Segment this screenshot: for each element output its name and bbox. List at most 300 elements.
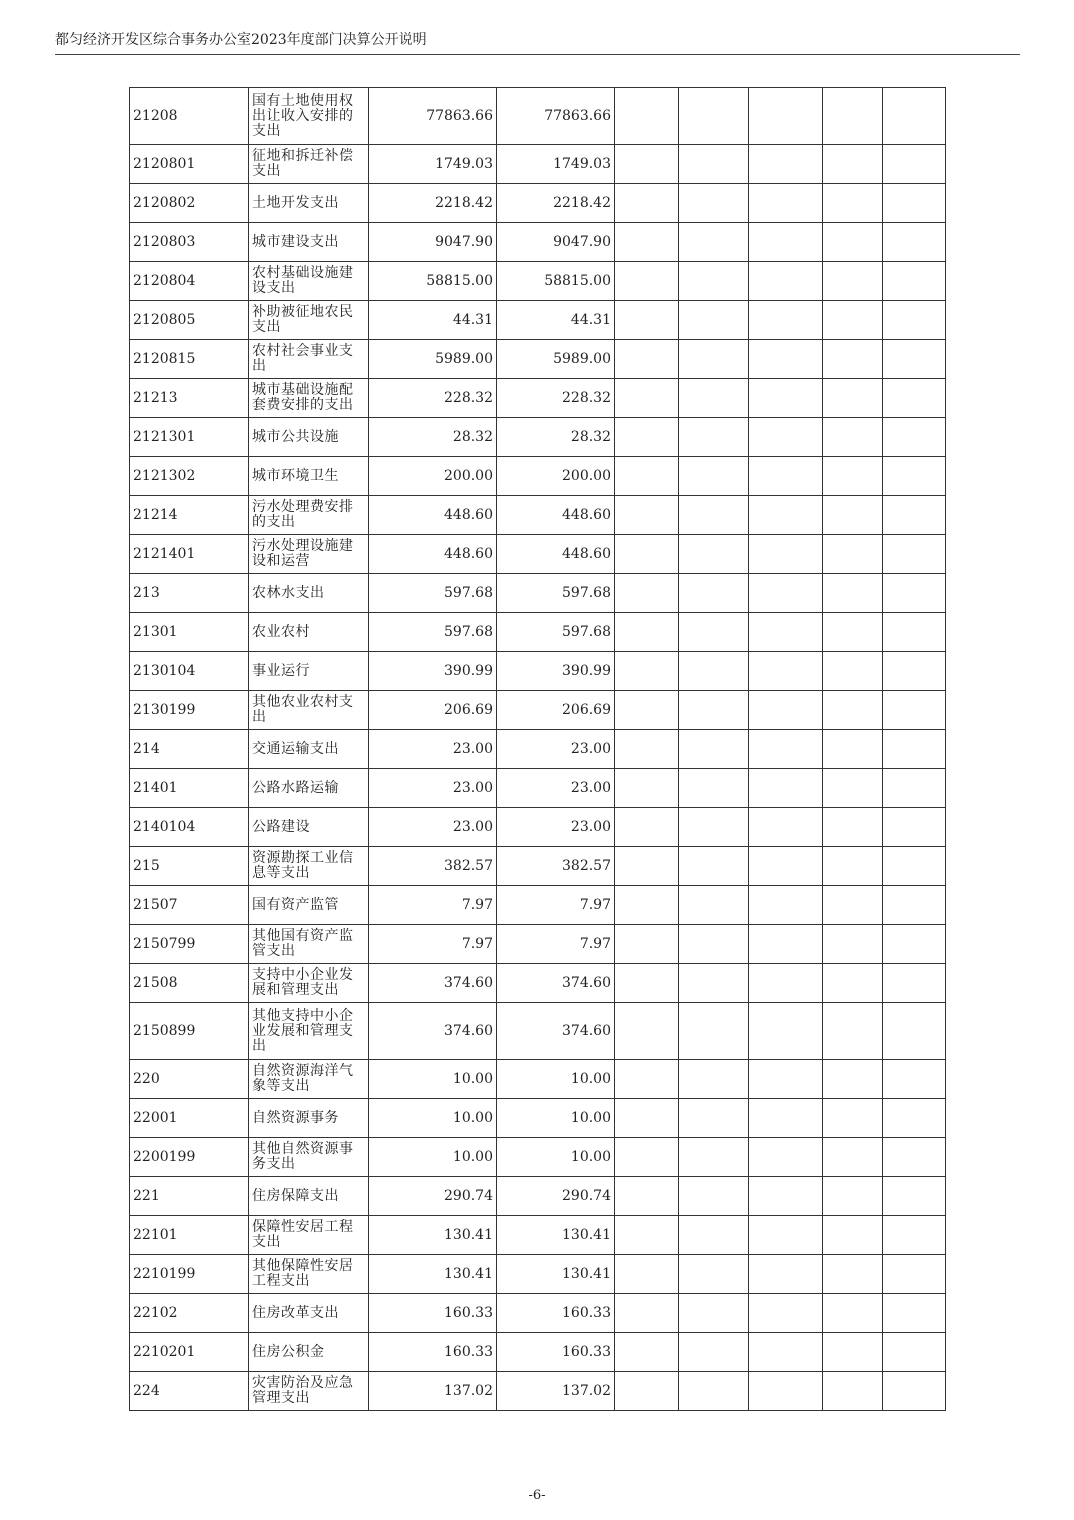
- total-amount-cell: 23.00: [369, 769, 497, 808]
- empty-cell: [883, 691, 946, 730]
- basic-amount-cell: 228.32: [497, 379, 615, 418]
- empty-cell: [883, 1003, 946, 1060]
- empty-cell: [883, 574, 946, 613]
- empty-cell: [679, 925, 749, 964]
- function-name-cell: 农林水支出: [249, 574, 369, 613]
- total-amount-cell: 77863.66: [369, 88, 497, 145]
- function-name-cell: 城市基础设施配套费安排的支出: [249, 379, 369, 418]
- empty-cell: [883, 847, 946, 886]
- empty-cell: [883, 535, 946, 574]
- function-code-cell: 2121401: [130, 535, 249, 574]
- empty-cell: [883, 964, 946, 1003]
- table-row: [130, 652, 946, 691]
- function-name-cell: 农村基础设施建设支出: [249, 262, 369, 301]
- total-amount-cell: 23.00: [369, 808, 497, 847]
- basic-amount-cell: 23.00: [497, 730, 615, 769]
- empty-cell: [883, 418, 946, 457]
- empty-cell: [823, 1333, 883, 1372]
- function-name-cell: 其他农业农村支出: [249, 691, 369, 730]
- table-row: [130, 769, 946, 808]
- function-code-cell: 2150899: [130, 1003, 249, 1060]
- empty-cell: [749, 925, 823, 964]
- empty-cell: [615, 847, 679, 886]
- empty-cell: [823, 1216, 883, 1255]
- empty-cell: [749, 262, 823, 301]
- empty-cell: [615, 574, 679, 613]
- empty-cell: [883, 769, 946, 808]
- function-name-cell: 事业运行: [249, 652, 369, 691]
- empty-cell: [823, 1003, 883, 1060]
- table-row: [130, 379, 946, 418]
- empty-cell: [749, 496, 823, 535]
- empty-cell: [749, 808, 823, 847]
- total-amount-cell: 7.97: [369, 925, 497, 964]
- empty-cell: [615, 1372, 679, 1411]
- total-amount-cell: 206.69: [369, 691, 497, 730]
- document-title: 都匀经济开发区综合事务办公室2023年度部门决算公开说明: [55, 32, 427, 48]
- function-code-cell: 213: [130, 574, 249, 613]
- table-row: [130, 418, 946, 457]
- empty-cell: [823, 730, 883, 769]
- empty-cell: [749, 613, 823, 652]
- empty-cell: [615, 223, 679, 262]
- empty-cell: [679, 1216, 749, 1255]
- empty-cell: [615, 1003, 679, 1060]
- basic-amount-cell: 7.97: [497, 925, 615, 964]
- table-row: [130, 457, 946, 496]
- function-name-cell: 城市建设支出: [249, 223, 369, 262]
- empty-cell: [823, 925, 883, 964]
- basic-amount-cell: 290.74: [497, 1177, 615, 1216]
- empty-cell: [679, 964, 749, 1003]
- page-header: [55, 30, 1020, 55]
- function-code-cell: 2120815: [130, 340, 249, 379]
- empty-cell: [749, 457, 823, 496]
- empty-cell: [679, 730, 749, 769]
- empty-cell: [749, 88, 823, 145]
- basic-amount-cell: 597.68: [497, 574, 615, 613]
- total-amount-cell: 10.00: [369, 1060, 497, 1099]
- empty-cell: [679, 496, 749, 535]
- empty-cell: [823, 496, 883, 535]
- total-amount-cell: 228.32: [369, 379, 497, 418]
- empty-cell: [749, 1294, 823, 1333]
- basic-amount-cell: 130.41: [497, 1255, 615, 1294]
- empty-cell: [883, 88, 946, 145]
- empty-cell: [679, 1255, 749, 1294]
- empty-cell: [679, 379, 749, 418]
- empty-cell: [749, 184, 823, 223]
- page-number: -6-: [528, 1488, 546, 1503]
- basic-amount-cell: 58815.00: [497, 262, 615, 301]
- empty-cell: [823, 691, 883, 730]
- empty-cell: [883, 808, 946, 847]
- empty-cell: [749, 1003, 823, 1060]
- empty-cell: [615, 808, 679, 847]
- table-row: [130, 1372, 946, 1411]
- function-code-cell: 2120803: [130, 223, 249, 262]
- empty-cell: [823, 379, 883, 418]
- empty-cell: [883, 301, 946, 340]
- function-code-cell: 2200199: [130, 1138, 249, 1177]
- empty-cell: [883, 262, 946, 301]
- empty-cell: [883, 1216, 946, 1255]
- empty-cell: [679, 1177, 749, 1216]
- table-row: [130, 730, 946, 769]
- empty-cell: [679, 340, 749, 379]
- total-amount-cell: 374.60: [369, 964, 497, 1003]
- table-row: [130, 1099, 946, 1138]
- table-row: [130, 262, 946, 301]
- empty-cell: [749, 1138, 823, 1177]
- function-code-cell: 21214: [130, 496, 249, 535]
- function-name-cell: 其他保障性安居工程支出: [249, 1255, 369, 1294]
- empty-cell: [823, 886, 883, 925]
- empty-cell: [823, 964, 883, 1003]
- empty-cell: [615, 652, 679, 691]
- function-code-cell: 2121302: [130, 457, 249, 496]
- empty-cell: [823, 808, 883, 847]
- total-amount-cell: 137.02: [369, 1372, 497, 1411]
- function-code-cell: 2120801: [130, 145, 249, 184]
- empty-cell: [749, 301, 823, 340]
- table-row: [130, 301, 946, 340]
- empty-cell: [615, 88, 679, 145]
- empty-cell: [749, 691, 823, 730]
- total-amount-cell: 10.00: [369, 1138, 497, 1177]
- empty-cell: [749, 652, 823, 691]
- empty-cell: [823, 184, 883, 223]
- basic-amount-cell: 23.00: [497, 808, 615, 847]
- empty-cell: [615, 145, 679, 184]
- basic-amount-cell: 448.60: [497, 535, 615, 574]
- function-code-cell: 2130104: [130, 652, 249, 691]
- empty-cell: [615, 730, 679, 769]
- empty-cell: [823, 1255, 883, 1294]
- empty-cell: [749, 145, 823, 184]
- function-code-cell: 2210201: [130, 1333, 249, 1372]
- function-name-cell: 公路水路运输: [249, 769, 369, 808]
- table-row: [130, 145, 946, 184]
- basic-amount-cell: 10.00: [497, 1060, 615, 1099]
- function-code-cell: 21213: [130, 379, 249, 418]
- empty-cell: [615, 1177, 679, 1216]
- empty-cell: [679, 847, 749, 886]
- basic-amount-cell: 390.99: [497, 652, 615, 691]
- total-amount-cell: 44.31: [369, 301, 497, 340]
- function-name-cell: 其他国有资产监管支出: [249, 925, 369, 964]
- empty-cell: [823, 340, 883, 379]
- empty-cell: [883, 496, 946, 535]
- basic-amount-cell: 130.41: [497, 1216, 615, 1255]
- basic-amount-cell: 23.00: [497, 769, 615, 808]
- function-name-cell: 其他支持中小企业发展和管理支出: [249, 1003, 369, 1060]
- empty-cell: [749, 535, 823, 574]
- total-amount-cell: 9047.90: [369, 223, 497, 262]
- basic-amount-cell: 10.00: [497, 1099, 615, 1138]
- function-code-cell: 224: [130, 1372, 249, 1411]
- empty-cell: [679, 613, 749, 652]
- empty-cell: [823, 88, 883, 145]
- empty-cell: [679, 1099, 749, 1138]
- total-amount-cell: 5989.00: [369, 340, 497, 379]
- empty-cell: [615, 1060, 679, 1099]
- empty-cell: [615, 184, 679, 223]
- empty-cell: [615, 340, 679, 379]
- table-row: [130, 1138, 946, 1177]
- basic-amount-cell: 44.31: [497, 301, 615, 340]
- function-code-cell: 2140104: [130, 808, 249, 847]
- function-name-cell: 污水处理设施建设和运营: [249, 535, 369, 574]
- basic-amount-cell: 7.97: [497, 886, 615, 925]
- total-amount-cell: 58815.00: [369, 262, 497, 301]
- function-code-cell: 2120805: [130, 301, 249, 340]
- total-amount-cell: 2218.42: [369, 184, 497, 223]
- empty-cell: [823, 1294, 883, 1333]
- basic-amount-cell: 200.00: [497, 457, 615, 496]
- function-name-cell: 住房改革支出: [249, 1294, 369, 1333]
- table-row: [130, 1255, 946, 1294]
- empty-cell: [615, 1294, 679, 1333]
- empty-cell: [679, 769, 749, 808]
- function-name-cell: 交通运输支出: [249, 730, 369, 769]
- empty-cell: [615, 925, 679, 964]
- empty-cell: [615, 418, 679, 457]
- function-code-cell: 2150799: [130, 925, 249, 964]
- empty-cell: [823, 769, 883, 808]
- empty-cell: [615, 691, 679, 730]
- table-row: [130, 1177, 946, 1216]
- empty-cell: [823, 535, 883, 574]
- table-row: [130, 496, 946, 535]
- function-name-cell: 住房保障支出: [249, 1177, 369, 1216]
- total-amount-cell: 382.57: [369, 847, 497, 886]
- total-amount-cell: 290.74: [369, 1177, 497, 1216]
- empty-cell: [615, 535, 679, 574]
- empty-cell: [749, 1372, 823, 1411]
- function-code-cell: 220: [130, 1060, 249, 1099]
- empty-cell: [679, 1372, 749, 1411]
- empty-cell: [679, 1003, 749, 1060]
- basic-amount-cell: 160.33: [497, 1294, 615, 1333]
- empty-cell: [679, 691, 749, 730]
- total-amount-cell: 597.68: [369, 613, 497, 652]
- empty-cell: [679, 1138, 749, 1177]
- empty-cell: [823, 613, 883, 652]
- function-name-cell: 农业农村: [249, 613, 369, 652]
- empty-cell: [883, 1255, 946, 1294]
- total-amount-cell: 7.97: [369, 886, 497, 925]
- total-amount-cell: 130.41: [369, 1216, 497, 1255]
- empty-cell: [749, 379, 823, 418]
- empty-cell: [679, 145, 749, 184]
- function-name-cell: 自然资源海洋气象等支出: [249, 1060, 369, 1099]
- empty-cell: [679, 184, 749, 223]
- basic-amount-cell: 10.00: [497, 1138, 615, 1177]
- basic-amount-cell: 374.60: [497, 1003, 615, 1060]
- empty-cell: [749, 964, 823, 1003]
- empty-cell: [823, 1099, 883, 1138]
- empty-cell: [679, 652, 749, 691]
- empty-cell: [883, 886, 946, 925]
- empty-cell: [883, 184, 946, 223]
- total-amount-cell: 160.33: [369, 1333, 497, 1372]
- table-row: [130, 535, 946, 574]
- function-code-cell: 22101: [130, 1216, 249, 1255]
- empty-cell: [679, 1294, 749, 1333]
- empty-cell: [615, 262, 679, 301]
- empty-cell: [749, 1177, 823, 1216]
- basic-amount-cell: 5989.00: [497, 340, 615, 379]
- table-row: [130, 1294, 946, 1333]
- function-name-cell: 征地和拆迁补偿支出: [249, 145, 369, 184]
- empty-cell: [679, 301, 749, 340]
- empty-cell: [679, 808, 749, 847]
- table-row: [130, 847, 946, 886]
- empty-cell: [883, 1138, 946, 1177]
- total-amount-cell: 23.00: [369, 730, 497, 769]
- function-code-cell: 21507: [130, 886, 249, 925]
- empty-cell: [883, 145, 946, 184]
- table-row: [130, 691, 946, 730]
- empty-cell: [679, 418, 749, 457]
- function-code-cell: 2120804: [130, 262, 249, 301]
- function-code-cell: 221: [130, 1177, 249, 1216]
- table-row: [130, 223, 946, 262]
- total-amount-cell: 28.32: [369, 418, 497, 457]
- total-amount-cell: 390.99: [369, 652, 497, 691]
- function-name-cell: 灾害防治及应急管理支出: [249, 1372, 369, 1411]
- empty-cell: [823, 574, 883, 613]
- empty-cell: [615, 457, 679, 496]
- total-amount-cell: 10.00: [369, 1099, 497, 1138]
- empty-cell: [679, 1333, 749, 1372]
- empty-cell: [679, 223, 749, 262]
- empty-cell: [615, 496, 679, 535]
- empty-cell: [823, 418, 883, 457]
- empty-cell: [749, 418, 823, 457]
- function-code-cell: 22001: [130, 1099, 249, 1138]
- table-row: [130, 340, 946, 379]
- table-row: [130, 1003, 946, 1060]
- empty-cell: [823, 652, 883, 691]
- empty-cell: [749, 574, 823, 613]
- function-name-cell: 土地开发支出: [249, 184, 369, 223]
- basic-amount-cell: 28.32: [497, 418, 615, 457]
- basic-amount-cell: 2218.42: [497, 184, 615, 223]
- empty-cell: [615, 1255, 679, 1294]
- empty-cell: [883, 1177, 946, 1216]
- empty-cell: [749, 847, 823, 886]
- empty-cell: [679, 262, 749, 301]
- empty-cell: [883, 1060, 946, 1099]
- total-amount-cell: 130.41: [369, 1255, 497, 1294]
- empty-cell: [749, 1099, 823, 1138]
- total-amount-cell: 200.00: [369, 457, 497, 496]
- function-name-cell: 支持中小企业发展和管理支出: [249, 964, 369, 1003]
- empty-cell: [749, 730, 823, 769]
- empty-cell: [615, 1138, 679, 1177]
- empty-cell: [883, 379, 946, 418]
- function-name-cell: 补助被征地农民支出: [249, 301, 369, 340]
- basic-amount-cell: 374.60: [497, 964, 615, 1003]
- empty-cell: [883, 223, 946, 262]
- basic-amount-cell: 382.57: [497, 847, 615, 886]
- basic-amount-cell: 160.33: [497, 1333, 615, 1372]
- function-name-cell: 资源勘探工业信息等支出: [249, 847, 369, 886]
- total-amount-cell: 448.60: [369, 535, 497, 574]
- table-row: [130, 886, 946, 925]
- empty-cell: [749, 340, 823, 379]
- empty-cell: [749, 1060, 823, 1099]
- function-code-cell: 214: [130, 730, 249, 769]
- empty-cell: [823, 847, 883, 886]
- empty-cell: [615, 964, 679, 1003]
- table-row: [130, 88, 946, 145]
- table-row: [130, 964, 946, 1003]
- empty-cell: [883, 340, 946, 379]
- empty-cell: [823, 145, 883, 184]
- total-amount-cell: 448.60: [369, 496, 497, 535]
- function-code-cell: 2130199: [130, 691, 249, 730]
- function-code-cell: 21508: [130, 964, 249, 1003]
- function-name-cell: 保障性安居工程支出: [249, 1216, 369, 1255]
- function-code-cell: 215: [130, 847, 249, 886]
- function-code-cell: 2120802: [130, 184, 249, 223]
- function-name-cell: 住房公积金: [249, 1333, 369, 1372]
- table-row: [130, 1060, 946, 1099]
- empty-cell: [679, 88, 749, 145]
- function-name-cell: 其他自然资源事务支出: [249, 1138, 369, 1177]
- table-row: [130, 808, 946, 847]
- function-name-cell: 城市公共设施: [249, 418, 369, 457]
- function-code-cell: 2121301: [130, 418, 249, 457]
- table-row: [130, 925, 946, 964]
- empty-cell: [883, 1294, 946, 1333]
- empty-cell: [823, 1138, 883, 1177]
- function-name-cell: 国有资产监管: [249, 886, 369, 925]
- function-name-cell: 自然资源事务: [249, 1099, 369, 1138]
- empty-cell: [823, 1060, 883, 1099]
- function-name-cell: 城市环境卫生: [249, 457, 369, 496]
- total-amount-cell: 1749.03: [369, 145, 497, 184]
- expenditure-table: [129, 87, 946, 1411]
- empty-cell: [615, 769, 679, 808]
- function-code-cell: 21301: [130, 613, 249, 652]
- empty-cell: [823, 1177, 883, 1216]
- basic-amount-cell: 206.69: [497, 691, 615, 730]
- empty-cell: [615, 886, 679, 925]
- table-row: [130, 613, 946, 652]
- empty-cell: [615, 301, 679, 340]
- empty-cell: [615, 613, 679, 652]
- table-row: [130, 574, 946, 613]
- function-code-cell: 21401: [130, 769, 249, 808]
- basic-amount-cell: 597.68: [497, 613, 615, 652]
- empty-cell: [883, 925, 946, 964]
- function-code-cell: 21208: [130, 88, 249, 145]
- table-row: [130, 184, 946, 223]
- empty-cell: [749, 1333, 823, 1372]
- basic-amount-cell: 9047.90: [497, 223, 615, 262]
- function-code-cell: 2210199: [130, 1255, 249, 1294]
- empty-cell: [749, 223, 823, 262]
- empty-cell: [615, 1333, 679, 1372]
- empty-cell: [823, 457, 883, 496]
- empty-cell: [679, 535, 749, 574]
- empty-cell: [883, 652, 946, 691]
- empty-cell: [883, 1372, 946, 1411]
